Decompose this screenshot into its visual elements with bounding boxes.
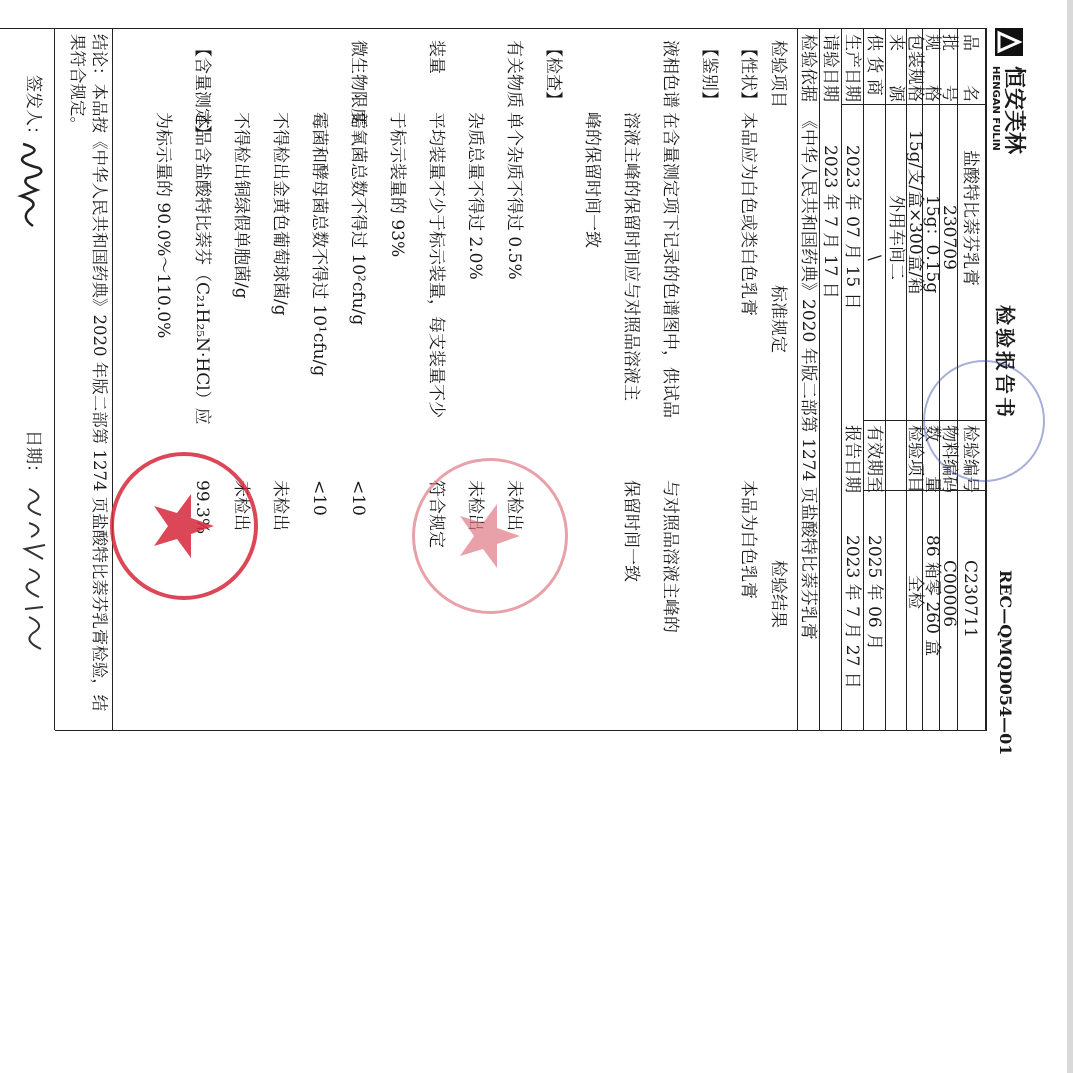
logo-mark-icon — [995, 28, 1023, 56]
source: 外用车间二 — [886, 195, 906, 280]
quantity: 86 箱零 260 盒 — [922, 535, 942, 657]
blue-seal-stamp — [923, 360, 1045, 482]
row-result: 99.3% — [192, 480, 212, 535]
quantity-label: 数 量 — [922, 425, 942, 493]
material-code: C00006 — [939, 560, 959, 628]
col-div-1 — [842, 104, 987, 105]
conclusion-top — [112, 28, 113, 730]
batch: 230709 — [939, 205, 959, 270]
row-standard: 需氧菌总数不得过 10²cfu/g — [348, 112, 368, 326]
report-no-label: 检验编号 — [960, 425, 980, 493]
row-result: 未检出 — [270, 480, 290, 531]
basis: 《中华人民共和国药典》2020 年版二部第 1274 页盐酸特比萘芬乳膏 — [798, 112, 818, 640]
row-result: 本品为白色乳膏 — [738, 480, 758, 599]
batch-label: 批 号 — [939, 34, 959, 102]
row-result: 保留时间一致 — [621, 480, 641, 582]
row-item: 【检查】 — [543, 40, 563, 108]
row-item: 有关物质 — [504, 40, 524, 108]
row-result: 与对照品溶液主峰的 — [660, 480, 680, 633]
basis-label: 检验依据 — [798, 34, 818, 102]
row-standard: 为标示量的 90.0%～110.0% — [153, 112, 173, 339]
signer-label: 签发人： — [23, 75, 43, 143]
row-result: <10 — [309, 480, 329, 516]
row-5 — [885, 28, 886, 730]
valid: 2025 年 06 月 — [864, 535, 884, 651]
row-standard: 溶液主峰的保留时间应与对照品溶液主 — [621, 112, 641, 401]
company-logo — [985, 28, 1025, 258]
row-result: 符合规定 — [426, 480, 446, 548]
supplier: \ — [864, 255, 884, 261]
row-item: 【含量测定】 — [192, 40, 212, 142]
company-name-en: HENGAN FULIN — [990, 66, 1001, 151]
signer-signature — [11, 140, 51, 230]
row-standard: 本品含盐酸特比萘芬（C₂₁H₂₅N·HCl）应 — [192, 112, 212, 425]
test-item-label: 检验项目 — [905, 425, 925, 493]
row-standard: 单个杂质不得过 0.5% — [504, 112, 524, 280]
red-seal-stamp — [110, 452, 258, 600]
conclusion-line-1: 结论：本品按《中华人民共和国药典》2020 年版二部第 1274 页盐酸特比萘芬乳膏检验，结 — [90, 34, 109, 712]
row-standard: 杂质总量不得过 2.0% — [465, 112, 485, 280]
doc-code: REC—QMQD054—01 — [996, 570, 1015, 756]
col-header-item: 检验项目 — [768, 40, 788, 108]
spec: 15g：0.15g — [922, 195, 942, 294]
pack-label: 包装规格 — [905, 34, 925, 102]
row-standard: 在含量测定项下记录的色谱图中，供试品 — [660, 112, 680, 418]
report-date-label: 报告日期 — [842, 425, 862, 493]
valid-label: 有效期至 — [864, 425, 884, 493]
col-header-result: 检验结果 — [768, 560, 788, 628]
row-standard: 本品应为白色或类白色乳膏 — [738, 112, 758, 316]
source-label: 来 源 — [886, 34, 906, 102]
row-result: 未检出 — [465, 480, 485, 531]
product-name: 盐酸特比萘芬乳膏 — [960, 150, 980, 286]
date-label: 日期： — [23, 430, 43, 481]
row-8 — [819, 28, 820, 730]
row-standard: 霉菌和酵母菌总数不得过 10¹cfu/g — [309, 112, 329, 377]
test-item: 全检 — [905, 575, 925, 609]
spec-label: 规 格 — [922, 34, 942, 102]
row-result: 未检出 — [504, 480, 524, 531]
row-standard: 峰的保留时间一致 — [582, 112, 602, 248]
pack: 15g/支/盒×300盒/箱 — [905, 130, 925, 295]
row-standard: 于标示装量的 93% — [387, 112, 407, 258]
row-result: <10 — [348, 480, 368, 516]
prod-date-label: 生产日期 — [842, 34, 862, 102]
row-item: 微生物限度 — [348, 40, 368, 125]
req-date-label: 请验日期 — [820, 34, 840, 102]
supplier-label: 供 货 商 — [864, 34, 884, 96]
table-left — [0, 28, 987, 29]
col-header-standard: 标准规定 — [768, 285, 788, 353]
row-standard: 不得检出金黄色葡萄球菌/g — [270, 112, 290, 316]
report-no: C230711 — [960, 560, 980, 638]
company-name-cn: 恒安芙林 — [1001, 66, 1026, 155]
conclusion-line-2: 果符合规定。 — [68, 34, 87, 133]
req-date: 2023 年 7 月 17 日 — [820, 145, 840, 299]
material-code-label: 物料编码 — [939, 425, 959, 493]
row-standard: 不得检出铜绿假单胞菌/g — [231, 112, 251, 299]
row-item: 【性状】 — [738, 40, 758, 108]
product-name-label: 品 名 — [960, 34, 980, 102]
prod-date: 2023 年 07 月 15 日 — [842, 145, 862, 310]
pink-seal-stamp — [412, 458, 568, 614]
row-item: 装量 — [426, 40, 446, 74]
row-item: 【鉴别】 — [699, 40, 719, 108]
row-result: 未检出 — [231, 480, 251, 531]
row-standard: 平均装量不少于标示装量，每支装量不少 — [426, 112, 446, 418]
handwritten-date — [15, 485, 55, 655]
table-right — [55, 730, 987, 731]
row-item: 液相色谱 — [660, 40, 680, 108]
report-date: 2023 年 7 月 27 日 — [842, 535, 862, 689]
doc-title: 检验报告书 — [993, 305, 1017, 420]
